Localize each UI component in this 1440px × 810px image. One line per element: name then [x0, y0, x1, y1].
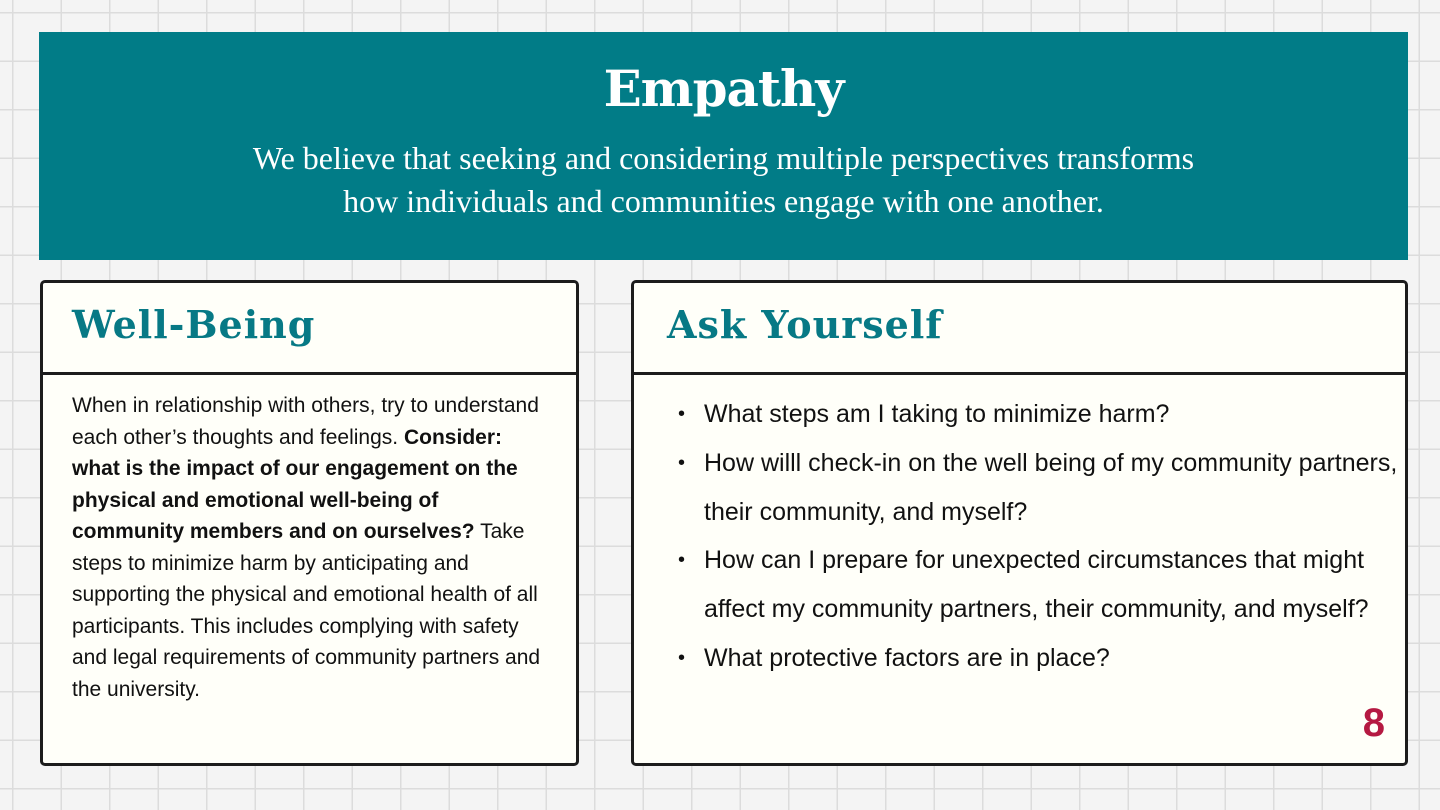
question-text: How can I prepare for unexpected circumstances that might affect my community partners, their community, and myself?	[704, 546, 1369, 624]
subtitle-line-2: how individuals and communities engage with one another.	[343, 183, 1104, 219]
ask-yourself-card	[631, 280, 1408, 766]
bullet-icon: •	[678, 403, 686, 425]
question-text: How willl check-in on the well being of my community partners, their community, and myself?	[704, 448, 1398, 526]
well-being-consider: Consider: what is the impact of our engagement on the physical and emotional well-being of community members and on ourselves?	[72, 425, 518, 543]
page-number: 8	[1362, 701, 1385, 745]
bullet-icon: •	[678, 549, 686, 572]
bullet-icon: •	[678, 646, 686, 669]
page-subtitle	[39, 137, 1408, 223]
question-text: What steps am I taking to minimize harm?	[704, 400, 1170, 428]
question-list	[674, 390, 1404, 683]
header-banner	[39, 32, 1408, 260]
ask-yourself-card-header	[634, 283, 1405, 375]
bullet-icon: •	[678, 451, 686, 474]
question-item	[678, 439, 1404, 537]
subtitle-line-1: We believe that seeking and considering multiple perspectives transforms	[252, 140, 1195, 176]
well-being-card	[40, 280, 579, 766]
question-item	[678, 390, 1404, 439]
question-item	[678, 536, 1404, 634]
page-title: Empathy	[603, 59, 844, 118]
question-item	[678, 634, 1404, 683]
well-being-body	[72, 390, 552, 705]
ask-yourself-title: Ask Yourself	[667, 302, 943, 347]
well-being-title: Well-Being	[72, 302, 316, 347]
question-text: What protective factors are in place?	[704, 643, 1110, 672]
well-being-rest: Take steps to minimize harm by anticipating and supporting the physical and emotional health of all participants. This includes complying with safety and legal requirements of community partners and the university.	[72, 520, 541, 701]
well-being-card-header	[43, 283, 576, 375]
well-being-intro: When in relationship with others, try to understand each other’s thoughts and feelings.	[72, 394, 539, 449]
